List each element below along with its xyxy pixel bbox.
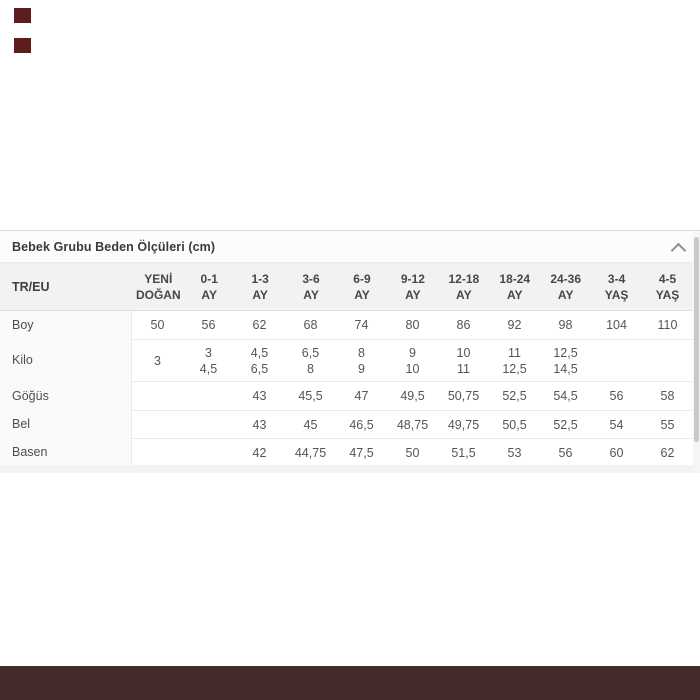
table-cell: 49,75 — [447, 417, 480, 432]
table-cell — [183, 382, 234, 410]
table-cell: 98 — [558, 318, 573, 332]
table-cell: 44,75 — [294, 445, 327, 460]
column-header: 24-36 AY — [550, 271, 582, 302]
vertical-scrollbar-thumb[interactable] — [694, 237, 699, 442]
table-cell: 3 4,5 — [199, 345, 218, 376]
table-cell — [132, 411, 183, 438]
corner-header: TR/EU — [12, 279, 50, 294]
chevron-up-icon[interactable] — [671, 243, 687, 259]
table-cell: 42 — [252, 445, 267, 460]
row-label: Göğüs — [0, 381, 132, 410]
table-cell — [183, 439, 234, 466]
table-cell — [642, 340, 693, 381]
table-cell: 58 — [660, 389, 675, 403]
decorative-square-bottom — [14, 38, 31, 53]
table-cell: 86 — [456, 318, 471, 332]
table-cell — [132, 439, 183, 466]
table-cell: 74 — [354, 318, 369, 332]
table-cell: 50 — [150, 318, 165, 332]
table-cell: 92 — [507, 318, 522, 332]
table-cell: 55 — [660, 417, 675, 432]
table-cell: 62 — [660, 445, 675, 460]
horizontal-scrollbar-track[interactable] — [0, 465, 700, 473]
size-chart-widget — [0, 230, 700, 473]
column-header: 12-18 AY — [448, 271, 480, 302]
table-cell: 54,5 — [553, 389, 578, 403]
table-cell — [132, 382, 183, 410]
table-cell: 49,5 — [400, 389, 425, 403]
table-row — [0, 381, 693, 410]
table-cell — [591, 340, 642, 381]
table-cell: 45,5 — [298, 389, 323, 403]
column-header: 0-1 AY — [200, 271, 218, 302]
row-label: Boy — [0, 311, 132, 339]
table-row — [0, 410, 693, 438]
table-cell: 48,75 — [396, 417, 429, 432]
vertical-scrollbar-track[interactable] — [693, 231, 700, 473]
table-cell: 46,5 — [349, 417, 374, 432]
column-header: 3-6 AY — [302, 271, 320, 302]
table-cell: 54 — [609, 417, 624, 432]
accordion-header[interactable] — [0, 231, 700, 263]
table-cell: 52,5 — [553, 417, 578, 432]
table-cell: 50,5 — [502, 417, 527, 432]
table-cell: 53 — [507, 445, 522, 460]
decorative-square-top — [14, 8, 31, 23]
table-cell: 50 — [405, 445, 420, 460]
table-cell: 10 11 — [456, 345, 471, 376]
column-header: 18-24 AY — [499, 271, 531, 302]
table-cell: 12,5 14,5 — [553, 345, 578, 376]
table-body — [0, 311, 693, 466]
row-label: Basen — [0, 438, 132, 466]
table-cell: 4,5 6,5 — [250, 345, 269, 376]
row-label: Kilo — [0, 339, 132, 381]
table-cell: 43 — [252, 417, 267, 432]
column-header: 6-9 AY — [353, 271, 371, 302]
table-cell: 47 — [354, 389, 369, 403]
bottom-bar — [0, 666, 700, 700]
table-cell: 56 — [609, 389, 624, 403]
table-cell: 56 — [201, 318, 216, 332]
accordion-title: Bebek Grubu Beden Ölçüleri (cm) — [12, 239, 216, 254]
table-cell: 47,5 — [349, 445, 374, 460]
table-cell: 56 — [558, 445, 573, 460]
table-row — [0, 339, 693, 381]
column-header: 1-3 AY — [251, 271, 269, 302]
table-cell: 8 9 — [358, 345, 365, 376]
row-label: Bel — [0, 410, 132, 438]
table-cell: 45 — [303, 417, 318, 432]
table-cell: 68 — [303, 318, 318, 332]
column-header: 3-4 YAŞ — [604, 271, 629, 302]
table-cell: 43 — [252, 389, 267, 403]
table-cell: 104 — [606, 318, 627, 332]
column-header: YENİ DOĞAN — [135, 271, 181, 302]
column-header: 9-12 AY — [400, 271, 425, 302]
table-row — [0, 311, 693, 339]
table-cell: 50,75 — [447, 389, 480, 403]
table-header-row — [0, 263, 693, 311]
table-cell: 3 — [154, 353, 161, 368]
table-cell: 11 12,5 — [502, 345, 527, 376]
table-cell — [183, 411, 234, 438]
table-cell: 51,5 — [451, 445, 476, 460]
table-cell: 52,5 — [502, 389, 527, 403]
table-cell: 62 — [252, 318, 267, 332]
table-cell: 60 — [609, 445, 624, 460]
table-row — [0, 438, 693, 466]
column-header: 4-5 YAŞ — [655, 271, 680, 302]
table-cell: 110 — [657, 318, 678, 332]
table-cell: 80 — [405, 318, 420, 332]
table-cell: 6,5 8 — [301, 345, 320, 376]
table-cell: 9 10 — [405, 345, 420, 376]
